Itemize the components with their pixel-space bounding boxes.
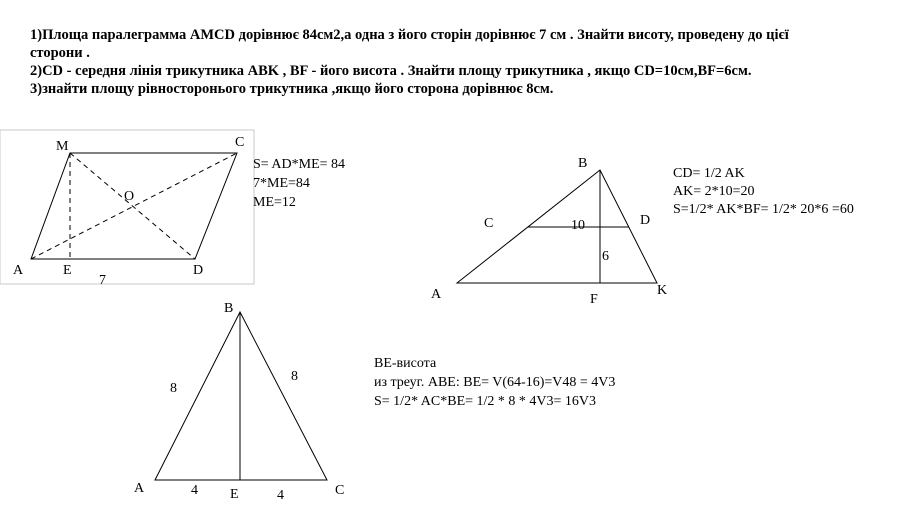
problem-1-line-1: 1)Площа паралеграмма AMCD дорівнює 84см2,а одна з його сторін дорівнює 7 см . Знайти висоту, проведену до цієї <box>30 27 789 43</box>
figure-3-triangle <box>155 312 327 480</box>
label-cd-10: 10 <box>571 218 585 233</box>
label-k: K <box>657 283 668 298</box>
problem-1-line-2: сторони . <box>30 45 90 61</box>
label-c: C <box>235 135 245 150</box>
label-a: A <box>134 481 145 496</box>
figure-2-solution-line-1: CD= 1/2 AK <box>673 166 745 181</box>
label-bc-8: 8 <box>291 369 298 384</box>
label-c: C <box>335 483 345 498</box>
figure-1-solution-line-1: S= AD*ME= 84 <box>253 157 346 172</box>
label-a: A <box>431 287 442 302</box>
diagonal-md <box>70 153 195 259</box>
figure-2-solution-line-3: S=1/2* AK*BF= 1/2* 20*6 =60 <box>673 202 854 217</box>
label-b: B <box>578 156 588 171</box>
figure-3-solution-line-3: S= 1/2* AC*BE= 1/2 * 8 * 4V3= 16V3 <box>374 394 597 409</box>
figure-3-solution-line-2: из треуг. ABE: BE= V(64-16)=V48 = 4V3 <box>374 375 616 390</box>
figure-1-solution-line-3: ME=12 <box>253 195 296 210</box>
label-e: E <box>230 487 239 502</box>
triangle-abc <box>155 312 327 480</box>
label-d: D <box>193 263 204 278</box>
label-d: D <box>640 213 651 228</box>
figure-1-solution-line-2: 7*ME=84 <box>253 176 310 191</box>
figure-1-parallelogram <box>31 153 237 259</box>
label-o: O <box>124 189 135 204</box>
label-e: E <box>63 263 72 278</box>
diagonal-ac <box>31 153 237 259</box>
label-bf-6: 6 <box>602 249 609 264</box>
problem-3: 3)знайти площу рівносторонього трикутника ,якщо його сторона дорівнює 8см. <box>30 81 554 97</box>
figure-3-solution-line-1: BE-висота <box>374 356 437 371</box>
label-m: M <box>56 139 69 154</box>
label-b: B <box>224 301 234 316</box>
parallelogram-amcd <box>31 153 237 259</box>
label-ec-4: 4 <box>277 488 284 503</box>
label-ab-8: 8 <box>170 381 177 396</box>
label-f: F <box>590 292 598 307</box>
label-a: A <box>13 263 24 278</box>
problem-2: 2)CD - середня лінія трикутника ABK , BF - його висота . Знайти площу трикутника , якщо CD=10см,BF=6см. <box>30 63 752 79</box>
label-ae-4: 4 <box>191 483 198 498</box>
label-c: C <box>484 216 494 231</box>
label-side-7: 7 <box>99 273 106 288</box>
figure-2-solution-line-2: AK= 2*10=20 <box>673 184 755 199</box>
